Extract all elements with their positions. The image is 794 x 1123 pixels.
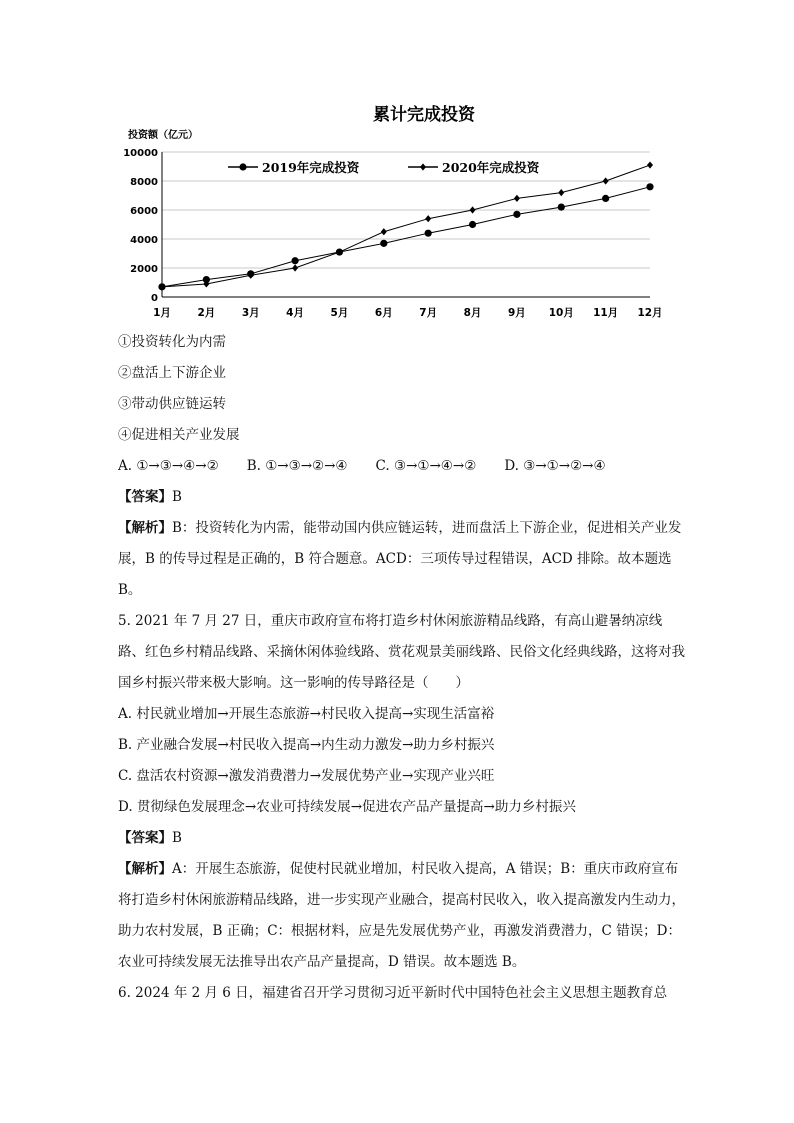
- y-axis-label: 投资额（亿元）: [128, 130, 198, 141]
- statement-item-3: ③带动供应链运转: [118, 396, 226, 412]
- series-0-point-7: [469, 221, 476, 228]
- q5-answer-label: 【答案】: [118, 830, 172, 846]
- q5-option-d: D. 贯彻绿色发展理念→农业可持续发展→促进农产品产量提高→助力乡村振兴: [118, 799, 576, 815]
- q5-analysis-text: A：开展生态旅游，促使村民就业增加，村民收入提高，A 错误；B：重庆市政府宣布将打造乡村休闲旅游精品线路，进一步实现产业融合，提高村民收入，收入提高激发内生动力，助力农村发展，B 正确；C：根据材料，应是先发展优势产业，再激发消费潜力，C 错误；D：农业可持续发展无法推导出农产品产量提高，D 错误。故本题选 B。: [118, 861, 685, 970]
- q4-option-a: A. ①→③→④→②: [118, 458, 219, 474]
- q5-option-a: A. 村民就业增加→开展生态旅游→村民收入提高→实现生活富裕: [118, 706, 495, 722]
- q4-answer: [118, 482, 686, 513]
- x-tick-label-8: 9月: [508, 307, 526, 319]
- x-tick-label-11: 12月: [637, 307, 663, 319]
- series-1-point-5: [381, 228, 387, 235]
- q4-answer-value: B: [172, 489, 182, 505]
- q4-answer-label: 【答案】: [118, 489, 172, 505]
- legend-marker-0: [239, 163, 246, 170]
- statement-item-1: ①投资转化为内需: [118, 334, 226, 350]
- legend: [228, 160, 540, 175]
- q5-analysis-label: 【解析】: [118, 861, 172, 877]
- series-1-point-6: [425, 215, 431, 222]
- statement-item-4: ④促进相关产业发展: [118, 427, 240, 443]
- q5-analysis: [118, 854, 686, 978]
- q4-analysis-text: B：投资转化为内需，能带动国内供应链运转，进而盘活上下游企业，促进相关产业发展，B 的传导过程是正确的，B 符合题意。ACD：三项传导过程错误，ACD 排除。故本题选 B。: [118, 520, 682, 598]
- y-tick-label-1: 2000: [130, 264, 158, 275]
- y-tick-label-0: 0: [151, 293, 158, 304]
- series-1-line: [162, 165, 650, 287]
- x-tick-label-2: 3月: [241, 307, 260, 319]
- series-0-point-3: [291, 257, 298, 264]
- chart-title: 累计完成投资: [373, 105, 475, 125]
- series-1-point-11: [647, 161, 653, 168]
- q4-option-c: C. ③→①→④→②: [375, 458, 477, 474]
- q5-answer-value: B: [172, 830, 182, 846]
- question-content: [118, 327, 686, 1009]
- legend-marker-1: [420, 163, 426, 170]
- legend-label-1: 2020年完成投资: [442, 160, 540, 175]
- series-0-line: [162, 187, 650, 287]
- x-tick-label-10: 11月: [593, 307, 619, 319]
- q4-analysis-label: 【解析】: [118, 520, 172, 536]
- y-tick-label-3: 6000: [130, 206, 158, 217]
- series-0-point-10: [602, 195, 609, 202]
- q5-answer: [118, 823, 686, 854]
- legend-label-0: 2019年完成投资: [262, 160, 360, 175]
- q6-stem: 6. 2024 年 2 月 6 日，福建省召开学习贯彻习近平新时代中国特色社会主义思想主题教育总: [118, 985, 668, 1001]
- grid-lines: [162, 152, 650, 268]
- series-1-point-10: [603, 177, 609, 184]
- q5-option-c: C. 盘活农村资源→激发消费潜力→发展优势产业→实现产业兴旺: [118, 768, 495, 784]
- x-tick-label-5: 6月: [374, 307, 393, 319]
- q5-option-b: B. 产业融合发展→村民收入提高→内生动力激发→助力乡村振兴: [118, 737, 495, 753]
- cumulative-investment-chart: [118, 98, 678, 328]
- x-tick-label-4: 5月: [330, 307, 349, 319]
- q4-options: [118, 451, 686, 482]
- y-tick-label-5: 10000: [123, 148, 158, 159]
- y-tick-labels: [123, 148, 158, 304]
- q4-analysis: [118, 513, 686, 606]
- q4-option-d: D. ③→①→②→④: [504, 458, 606, 474]
- axes: [162, 152, 650, 297]
- series-1-point-9: [558, 189, 564, 196]
- q5-stem: 5. 2021 年 7 月 27 日，重庆市政府宣布将打造乡村休闲旅游精品线路，有高山避暑纳凉线路、红色乡村精品线路、采摘休闲体验线路、赏花观景美丽线路、民俗文化经典线路，这将对我国乡村振兴带来极大影响。这一影响的传导路径是（ ）: [118, 613, 685, 691]
- x-tick-label-0: 1月: [153, 307, 171, 319]
- y-tick-label-4: 8000: [130, 177, 158, 188]
- series-1-point-7: [470, 206, 476, 213]
- q4-option-b: B. ①→③→②→④: [246, 458, 348, 474]
- x-tick-labels: [153, 306, 662, 319]
- x-tick-label-7: 8月: [463, 307, 482, 319]
- x-tick-label-3: 4月: [286, 307, 304, 319]
- x-tick-label-6: 7月: [419, 307, 438, 319]
- series-0-point-11: [646, 183, 653, 190]
- series-0-point-9: [558, 204, 565, 211]
- y-tick-label-2: 4000: [130, 235, 158, 246]
- series-0-point-8: [513, 211, 520, 218]
- series-0-point-6: [425, 230, 432, 237]
- series-0-point-5: [380, 240, 387, 247]
- series-1-point-8: [514, 195, 520, 202]
- series-1-point-3: [292, 264, 298, 271]
- statement-item-2: ②盘活上下游企业: [118, 365, 226, 381]
- x-tick-label-9: 10月: [548, 307, 574, 319]
- x-tick-label-1: 2月: [197, 307, 216, 319]
